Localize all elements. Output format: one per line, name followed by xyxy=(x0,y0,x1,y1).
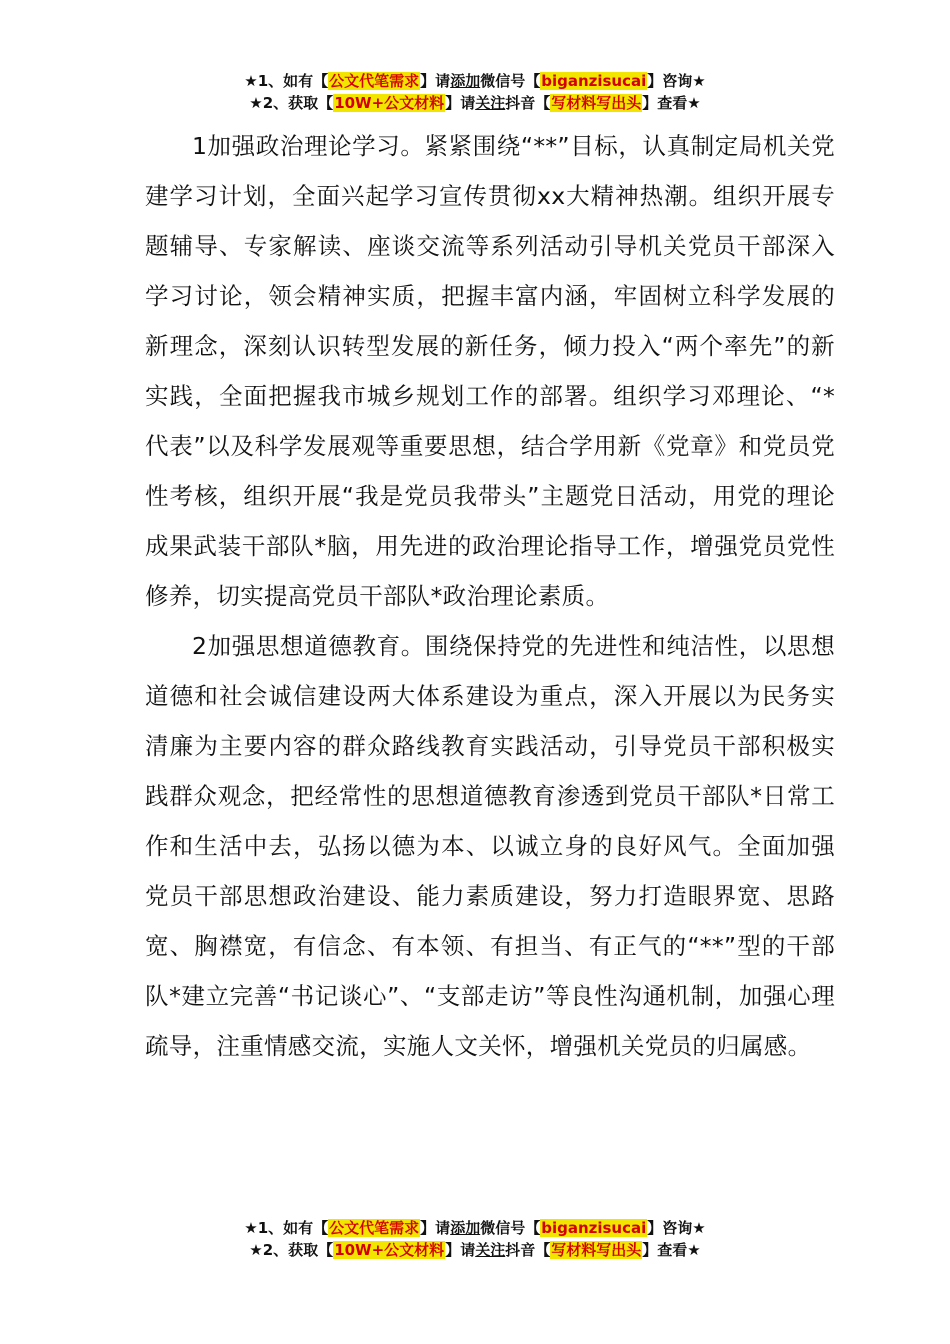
highlight-ghostwriting: 公文代笔需求 xyxy=(329,72,420,90)
highlight-materials: 10W+公文材料 xyxy=(334,94,445,112)
highlight-wechat-id: biganzisucai xyxy=(541,72,647,90)
document-body xyxy=(145,121,835,1071)
banner-line-1: ★1、如有【公文代笔需求】请添加微信号【biganzisucai】咨询★ xyxy=(244,72,706,90)
banner-line-1: ★1、如有【公文代笔需求】请添加微信号【biganzisucai】咨询★ xyxy=(244,1219,706,1237)
banner-line-2: ★2、获取【10W+公文材料】请关注抖音【写材料写出头】查看★ xyxy=(249,1241,701,1259)
highlight-douyin-account: 写材料写出头 xyxy=(551,1241,642,1259)
highlight-ghostwriting: 公文代笔需求 xyxy=(329,1219,420,1237)
highlight-materials: 10W+公文材料 xyxy=(334,1241,445,1259)
highlight-wechat-id: biganzisucai xyxy=(541,1219,647,1237)
footer-banner xyxy=(0,1217,950,1261)
paragraph-moral-education: 2加强思想道德教育。围绕保持党的先进性和纯洁性，以思想道德和社会诚信建设两大体系建设为重点，深入开展以为民务实清廉为主要内容的群众路线教育实践活动，引导党员干部积极实践群众观念，把经常性的思想道德教育渗透到党员干部队*日常工作和生活中去，弘扬以德为本、以诚立身的良好风气。全面加强党员干部思想政治建设、能力素质建设，努力打造眼界宽、思路宽、胸襟宽，有信念、有本领、有担当、有正气的“**”型的干部队*建立完善“书记谈心”、“支部走访”等良性沟通机制，加强心理疏导，注重情感交流，实施人文关怀，增强机关党员的归属感。 xyxy=(145,632,835,1060)
paragraph-political-study: 1加强政治理论学习。紧紧围绕“**”目标，认真制定局机关党建学习计划，全面兴起学习宣传贯彻xx大精神热潮。组织开展专题辅导、专家解读、座谈交流等系列活动引导机关党员干部深入学习讨论，领会精神实质，把握丰富内涵，牢固树立科学发展的新理念，深刻认识转型发展的新任务，倾力投入“两个率先”的新实践，全面把握我市城乡规划工作的部署。组织学习邓理论、“*代表”以及科学发展观等重要思想，结合学用新《党章》和党员党性考核，组织开展“我是党员我带头”主题党日活动，用党的理论成果武装干部队*脑，用先进的政治理论指导工作，增强党员党性修养，切实提高党员干部队*政治理论素质。 xyxy=(145,132,835,610)
header-banner xyxy=(0,70,950,114)
highlight-douyin-account: 写材料写出头 xyxy=(551,94,642,112)
banner-line-2: ★2、获取【10W+公文材料】请关注抖音【写材料写出头】查看★ xyxy=(249,94,701,112)
